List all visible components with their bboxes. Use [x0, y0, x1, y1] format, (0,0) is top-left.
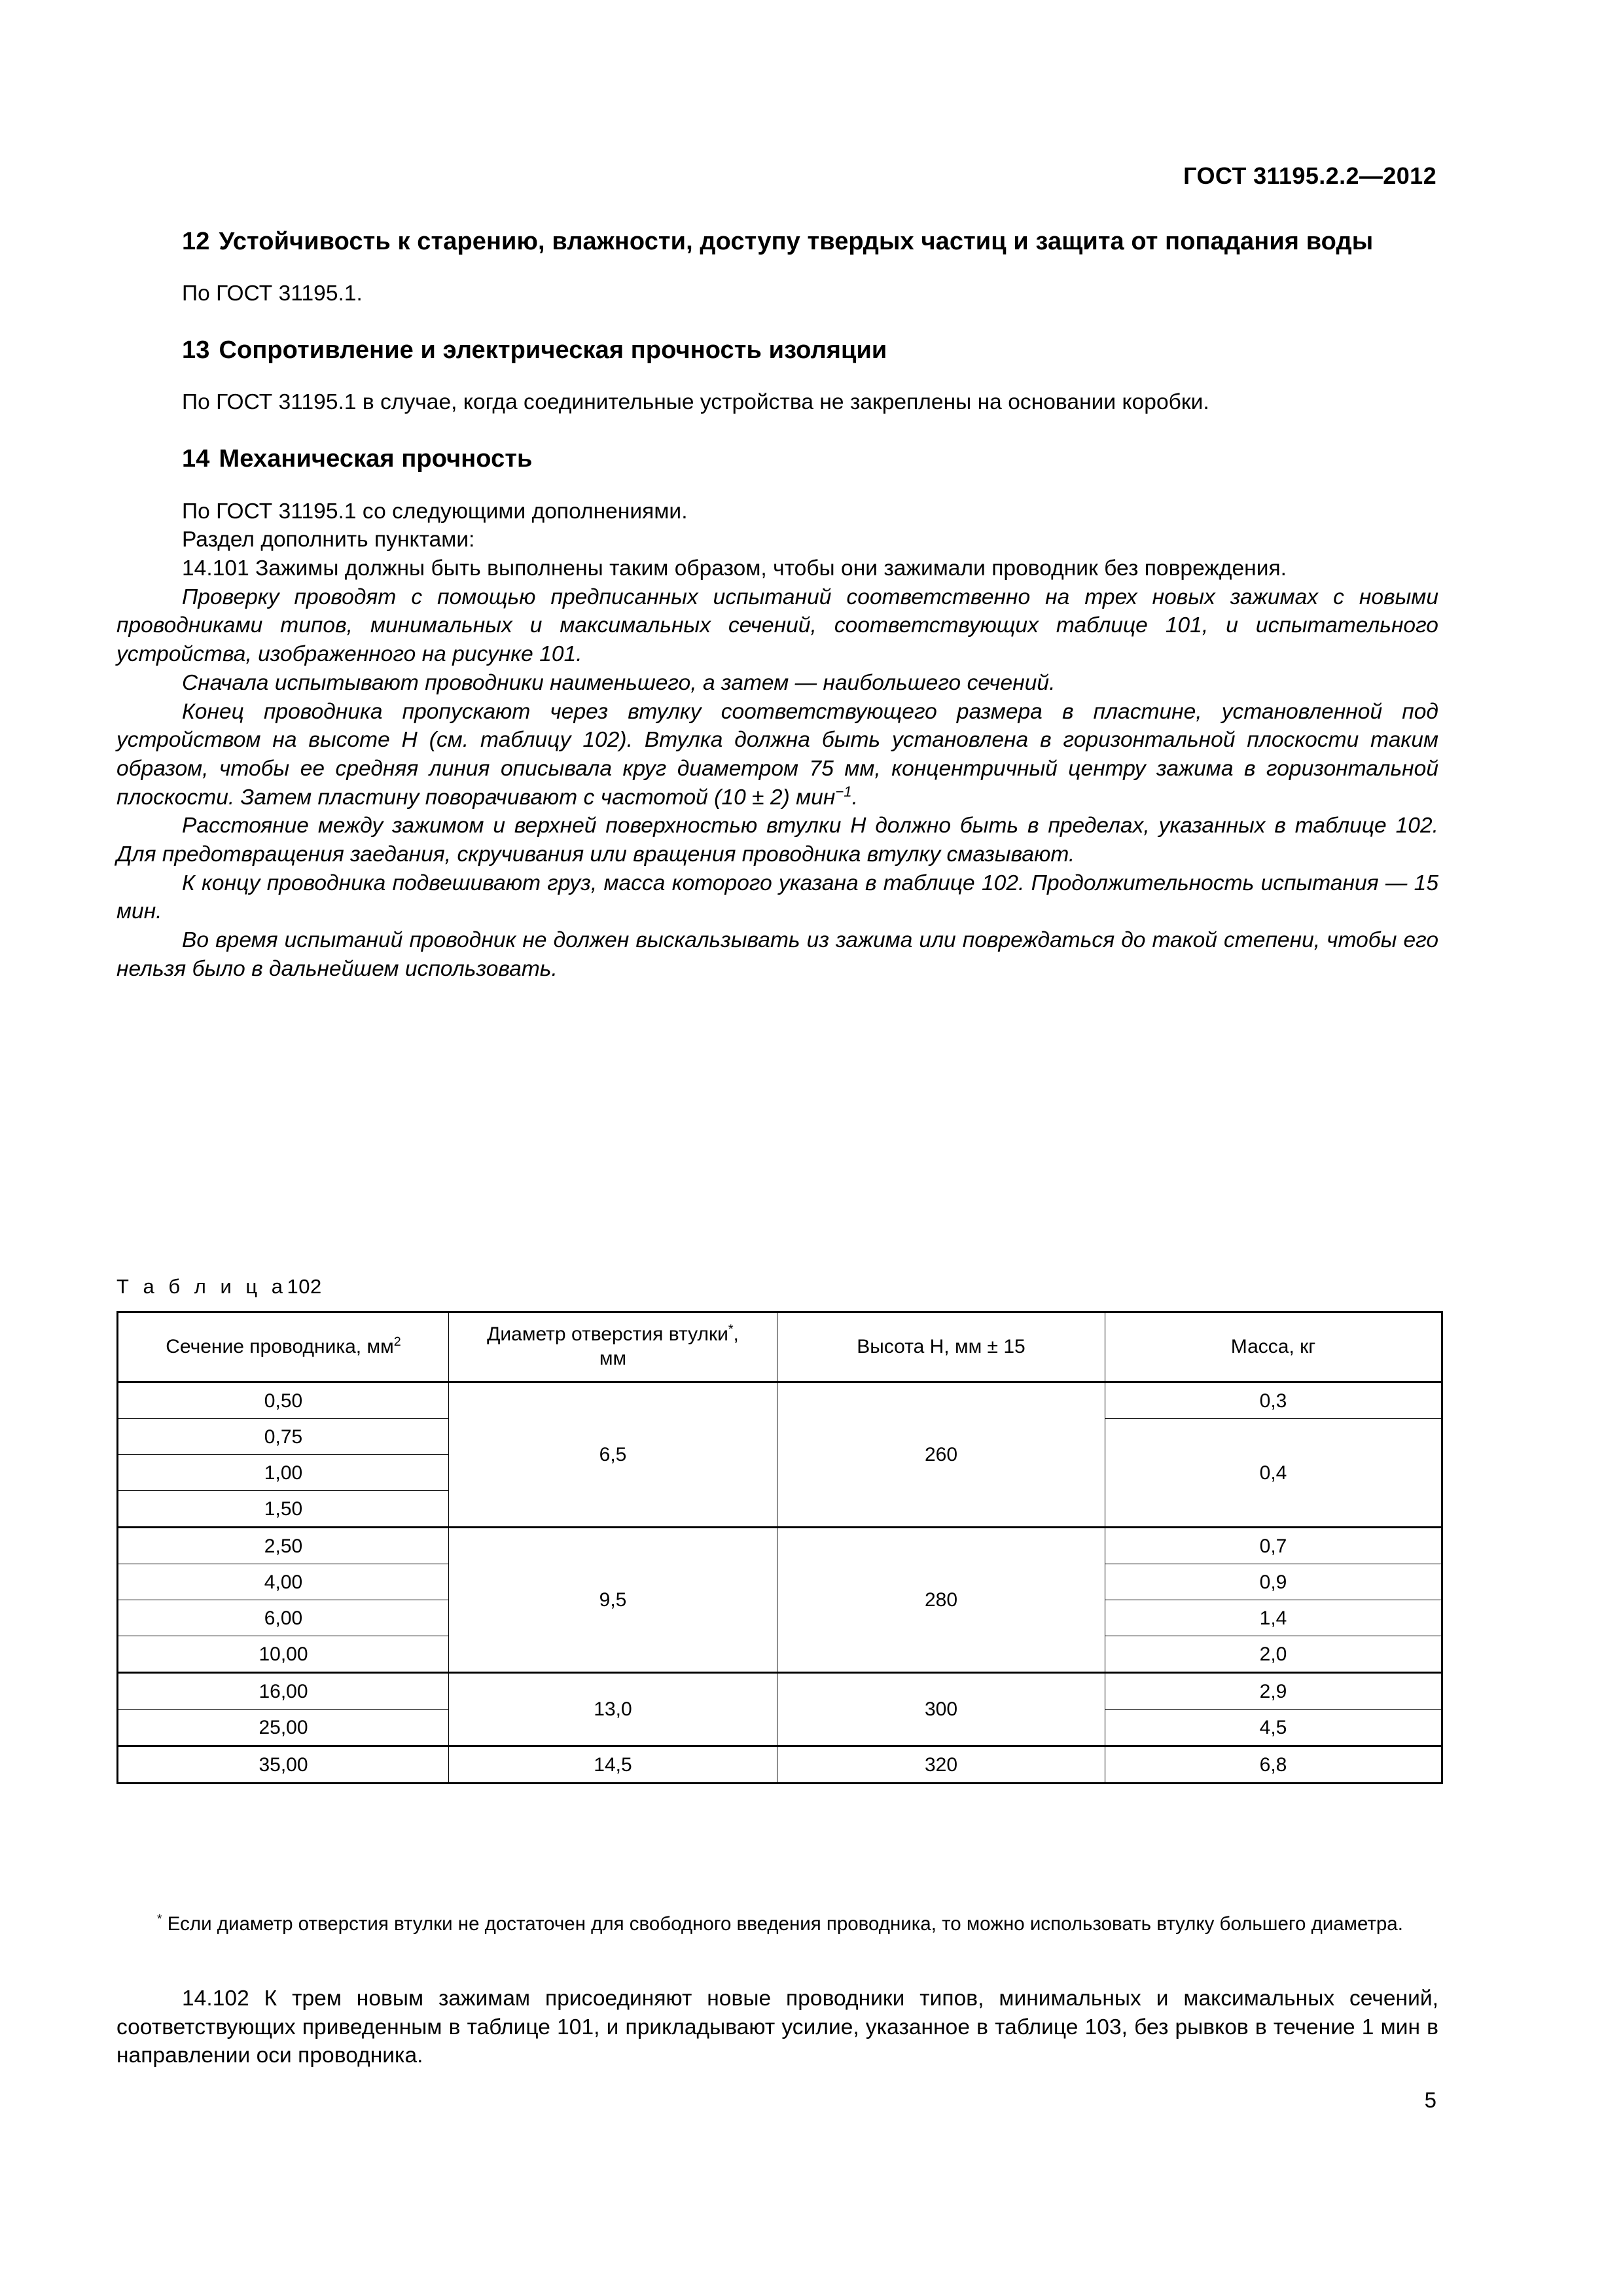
section-title-13: Сопротивление и электрическая прочность изоляции — [219, 336, 887, 365]
section-14-paragraph-1: По ГОСТ 31195.1 со следующими дополнениями. — [182, 499, 688, 524]
column-header-section-sup: 2 — [393, 1334, 401, 1349]
table-header-row — [118, 1312, 1442, 1382]
table-caption — [116, 1275, 322, 1299]
column-header-diameter-text: Диаметр отверстия втулки — [487, 1323, 728, 1346]
footnote-asterisk-icon: * — [157, 1912, 162, 1927]
cell-mass: 1,4 — [1105, 1600, 1442, 1636]
clause-14-101: 14.101 Зажимы должны быть выполнены таким образом, чтобы они зажимали проводник без повреждения. — [182, 556, 1287, 581]
cell-section: 0,50 — [118, 1382, 449, 1419]
table-caption-number: 102 — [287, 1275, 322, 1298]
cell-section: 0,75 — [118, 1419, 449, 1455]
running-head-standard-code: ГОСТ 31195.2.2—2012 — [1183, 162, 1436, 189]
italic-paragraph-2: Сначала испытывают проводники наименьшего, а затем — наибольшего сечений. — [182, 670, 1056, 695]
closing-section — [116, 1984, 1438, 2070]
section-13-paragraph-1: По ГОСТ 31195.1 в случае, когда соединительные устройства не закреплены на основании коробки. — [182, 390, 1209, 415]
section-12-paragraph-1: По ГОСТ 31195.1. — [182, 281, 363, 306]
cell-diameter: 6,5 — [449, 1382, 777, 1528]
cell-section: 35,00 — [118, 1746, 449, 1784]
column-header-diameter-comma: , — [733, 1323, 739, 1346]
column-header-diameter-unit: мм — [599, 1348, 627, 1369]
italic-paragraph-1: Проверку проводят с помощью предписанных испытаний соответственно на трех новых зажимах с новыми проводниками типов, минимальных и максимальных сечений, соответствующих таблице 101, и испытательного устройства, изображенного на рисунке 101. — [116, 584, 1438, 667]
column-header-height — [777, 1312, 1105, 1382]
table-row — [118, 1746, 1442, 1784]
clause-14-102: 14.102 К трем новым зажимам присоединяют новые проводники типов, минимальных и максимальных сечений, соответствующих приведенным в таблице 101, и прикладывают усилие, указанное в таблице 103, без рывков в течение 1 мин в направлении оси проводника. — [116, 1986, 1438, 2068]
cell-section: 25,00 — [118, 1710, 449, 1746]
table-102 — [116, 1311, 1443, 1784]
cell-section: 6,00 — [118, 1600, 449, 1636]
cell-diameter: 13,0 — [449, 1673, 777, 1746]
cell-mass: 0,7 — [1105, 1528, 1442, 1564]
italic-paragraph-3 — [116, 698, 1438, 812]
italic-paragraph-3-tail: . — [851, 785, 858, 810]
section-heading-13 — [116, 334, 1438, 367]
column-header-diameter — [449, 1312, 777, 1382]
table-caption-label: Т а б л и ц а — [116, 1275, 287, 1298]
cell-mass: 0,4 — [1105, 1419, 1442, 1528]
page-number: 5 — [1424, 2088, 1436, 2112]
cell-mass: 2,9 — [1105, 1673, 1442, 1710]
section-number-14: 14 — [182, 445, 210, 473]
column-header-section — [118, 1312, 449, 1382]
cell-diameter: 9,5 — [449, 1528, 777, 1673]
column-header-height-text: Высота H, мм ± 15 — [857, 1335, 1026, 1357]
cell-section: 4,00 — [118, 1564, 449, 1600]
section-title-14: Механическая прочность — [219, 445, 533, 473]
section-heading-12 — [116, 226, 1438, 258]
column-header-mass — [1105, 1312, 1442, 1382]
cell-mass: 6,8 — [1105, 1746, 1442, 1784]
cell-section: 1,00 — [118, 1455, 449, 1491]
table-footnote — [116, 1912, 1437, 1937]
italic-paragraph-4: Расстояние между зажимом и верхней поверхностью втулки Н должно быть в пределах, указанных в таблице 102. Для предотвращения заедания, скручивания или вращения проводника втулку смазывают. — [116, 814, 1438, 867]
cell-section: 10,00 — [118, 1636, 449, 1673]
cell-height: 280 — [777, 1528, 1105, 1673]
cell-section: 2,50 — [118, 1528, 449, 1564]
minute-inverse-exponent: −1 — [835, 783, 852, 800]
cell-mass: 2,0 — [1105, 1636, 1442, 1673]
table-footnote-text: Если диаметр отверстия втулки не достаточен для свободного введения проводника, то можно использовать втулку большего диаметра. — [167, 1913, 1403, 1935]
column-header-section-text: Сечение проводника, мм — [166, 1335, 394, 1357]
cell-height: 320 — [777, 1746, 1105, 1784]
table-row — [118, 1673, 1442, 1710]
italic-paragraph-3-text: Конец проводника пропускают через втулку соответствующего размера в пластине, установленной под устройством на высоте Н (см. таблицу 102). Втулка должна быть установлена в горизонтальной плоскости таким образом, чтобы ее средняя линия описывала круг диаметром 75 мм, концентричный центру зажима в горизонтальной плоскости. Затем пластину поворачивают с частотой (10 ± 2) мин — [116, 699, 1438, 810]
cell-height: 260 — [777, 1382, 1105, 1528]
cell-mass: 0,9 — [1105, 1564, 1442, 1600]
column-header-mass-text: Масса, кг — [1230, 1335, 1316, 1357]
table-row — [118, 1528, 1442, 1564]
cell-height: 300 — [777, 1673, 1105, 1746]
table-row — [118, 1382, 1442, 1419]
cell-mass: 0,3 — [1105, 1382, 1442, 1419]
section-number-12: 12 — [182, 228, 210, 255]
section-heading-14 — [116, 443, 1438, 475]
cell-section: 16,00 — [118, 1673, 449, 1710]
footnote-marker-icon: * — [728, 1322, 734, 1337]
section-14-paragraph-2: Раздел дополнить пунктами: — [182, 528, 475, 552]
section-number-13: 13 — [182, 336, 210, 365]
document-body — [116, 226, 1438, 984]
italic-paragraph-6: Во время испытаний проводник не должен выскальзывать из зажима или повреждаться до такой степени, чтобы его нельзя было в дальнейшем использовать. — [116, 928, 1438, 981]
italic-paragraph-5: К концу проводника подвешивают груз, масса которого указана в таблице 102. Продолжительность испытания — 15 мин. — [116, 870, 1438, 924]
cell-mass: 4,5 — [1105, 1710, 1442, 1746]
section-title-12: Устойчивость к старению, влажности, доступу твердых частиц и защита от попадания воды — [219, 228, 1374, 255]
cell-section: 1,50 — [118, 1491, 449, 1528]
cell-diameter: 14,5 — [449, 1746, 777, 1784]
